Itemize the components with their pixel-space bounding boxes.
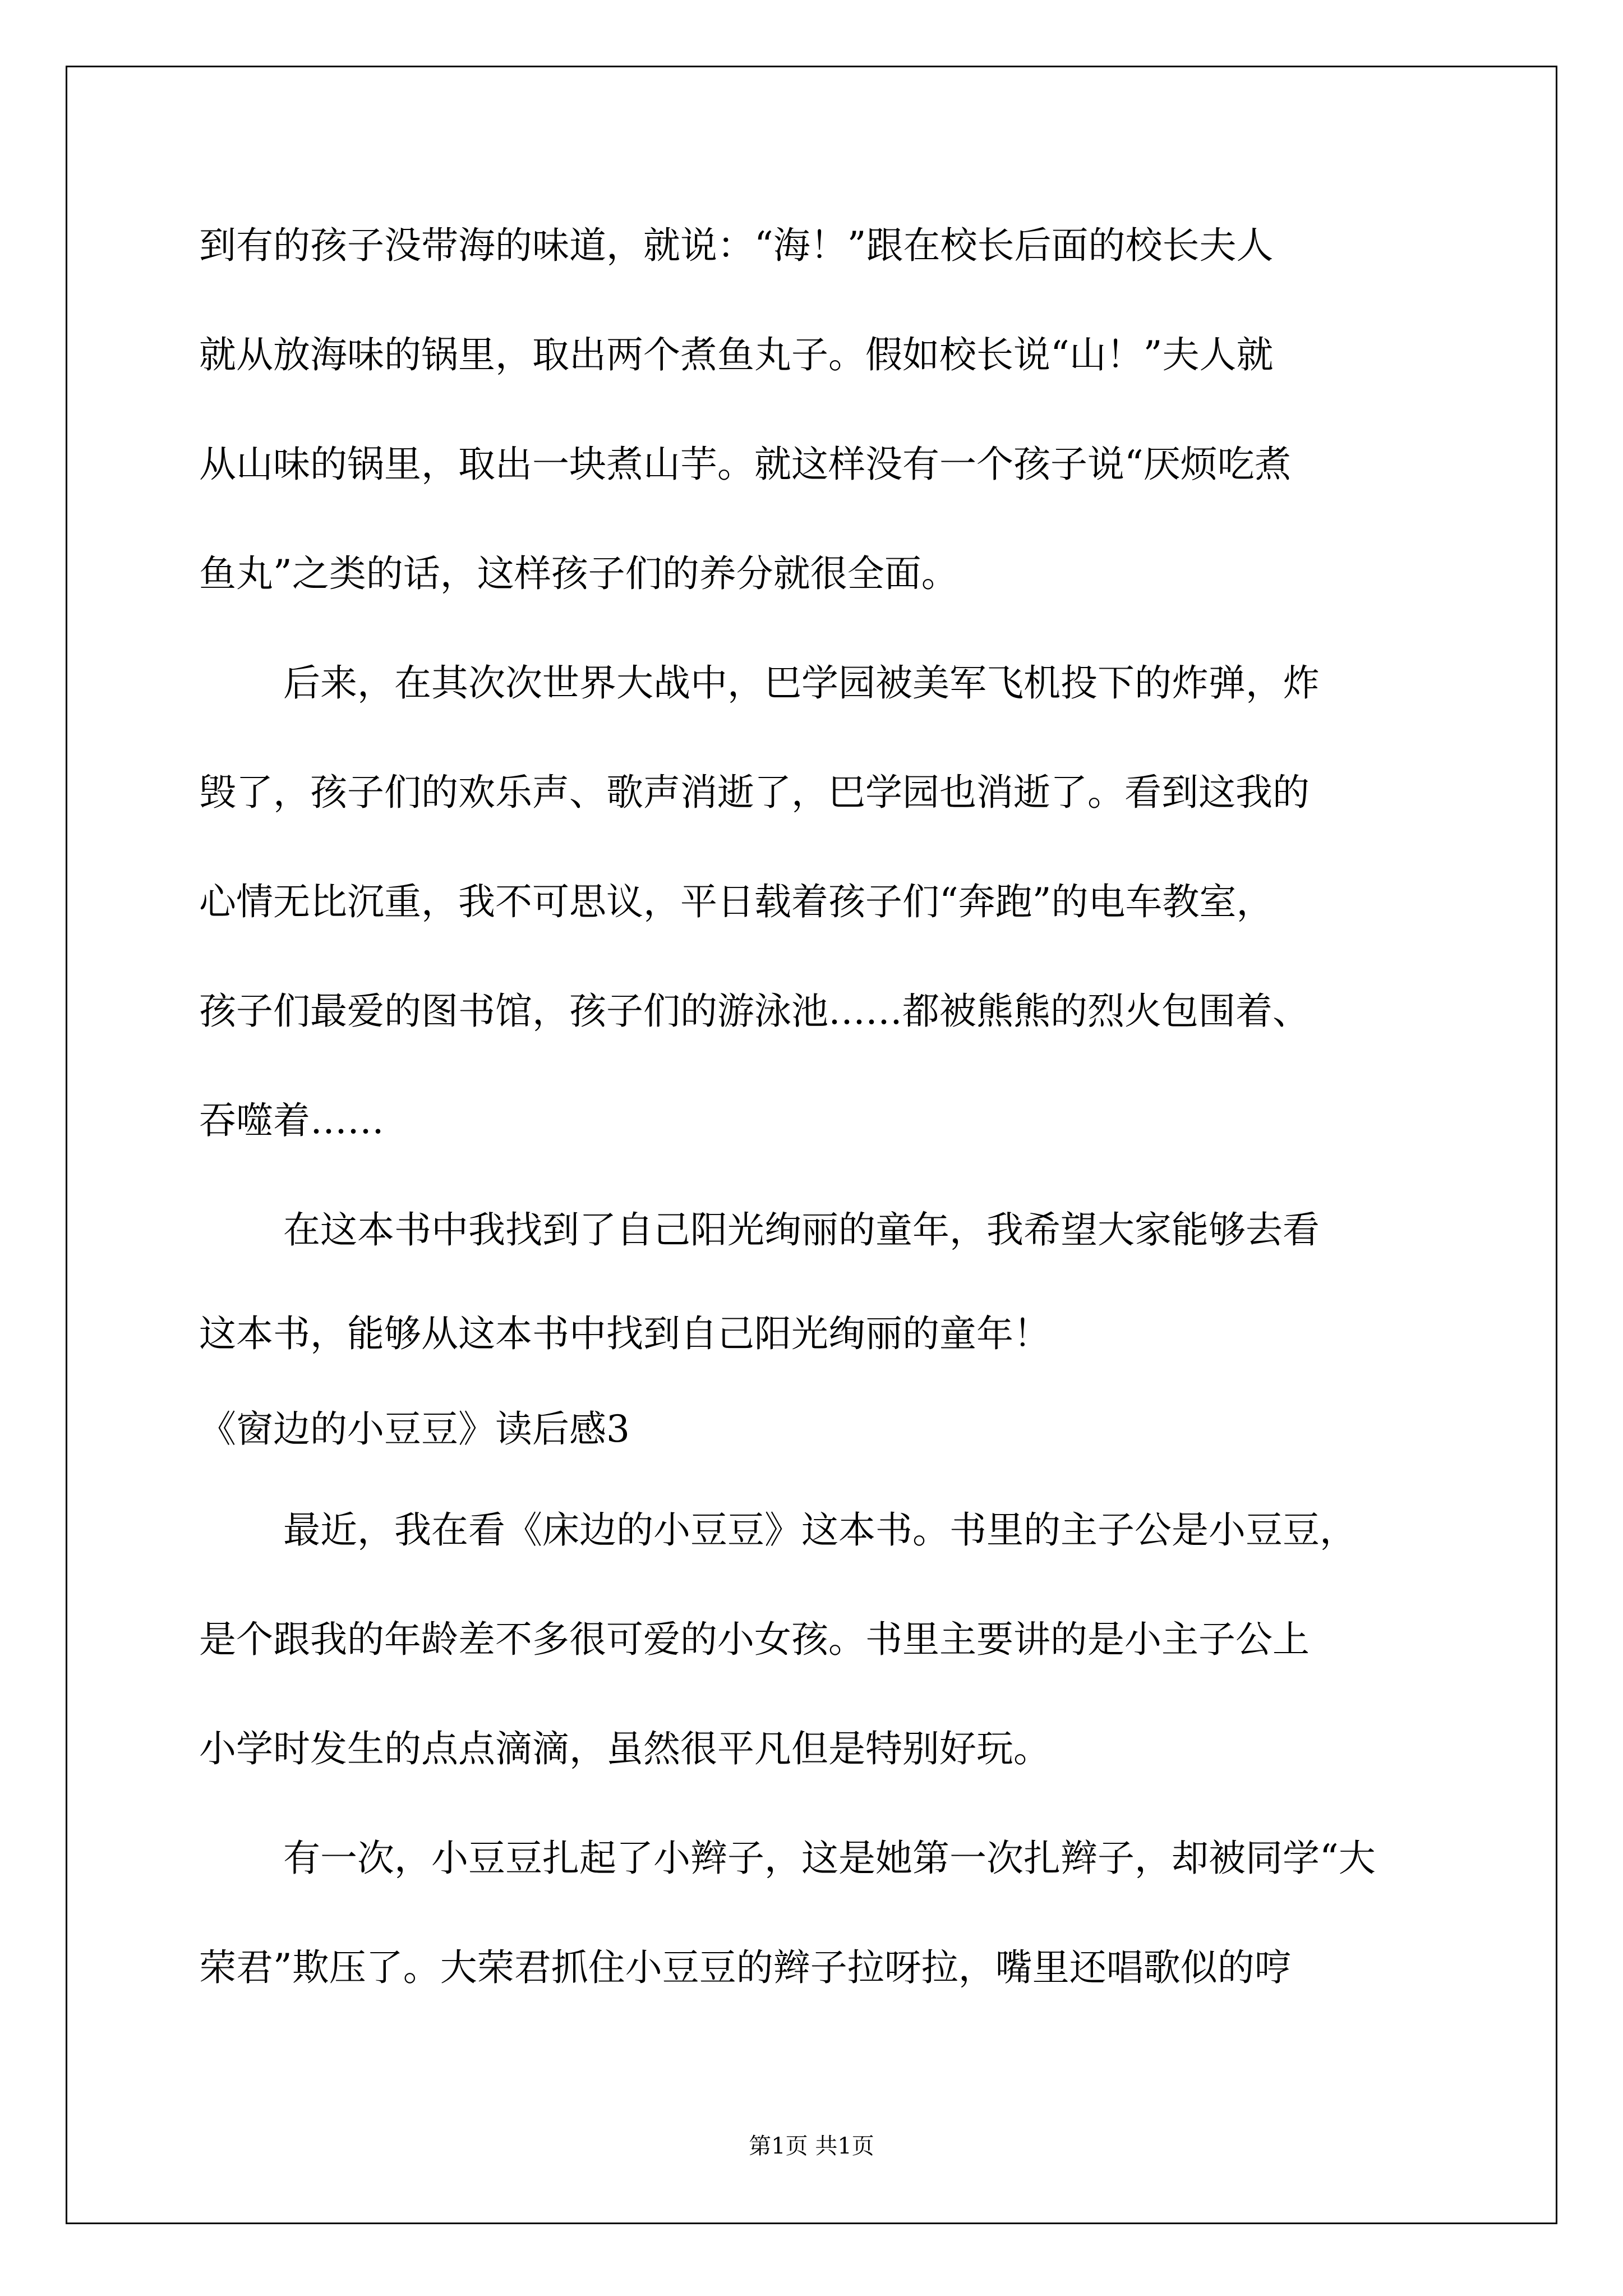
text-line: 到有的孩子没带海的味道，就说：“海！”跟在校长后面的校长夫人: [199, 224, 1274, 267]
text-line: 从山味的锅里，取出一块煮山芋。就这样没有一个孩子说“厌烦吃煮: [199, 443, 1292, 486]
paragraph-first-line: 有一次，小豆豆扎起了小辫子，这是她第一次扎辫子，却被同学“大: [283, 1837, 1376, 1880]
section-heading: 《窗边的小豆豆》读后感3: [199, 1407, 630, 1451]
paragraph-first-line: 后来，在其次次世界大战中，巴学园被美军飞机投下的炸弹，炸: [283, 661, 1320, 705]
page-footer: 第1页 共1页: [749, 2133, 874, 2159]
text-line: 心情无比沉重，我不可思议，平日载着孩子们“奔跑”的电车教室，: [199, 880, 1274, 923]
text-line: 就从放海味的锅里，取出两个煮鱼丸子。假如校长说“山！”夫人就: [199, 333, 1274, 376]
text-line: 孩子们最爱的图书馆，孩子们的游泳池……都被熊熊的烈火包围着、: [199, 990, 1310, 1033]
text-line: 是个跟我的年龄差不多很可爱的小女孩。书里主要讲的是小主子公上: [199, 1618, 1310, 1661]
text-line: 毁了，孩子们的欢乐声、歌声消逝了，巴学园也消逝了。看到这我的: [199, 771, 1310, 814]
paragraph-first-line: 最近，我在看《床边的小豆豆》这本书。书里的主子公是小豆豆，: [283, 1508, 1357, 1552]
text-line: 鱼丸”之类的话，这样孩子们的养分就很全面。: [199, 552, 958, 595]
text-line: 吞噬着……: [199, 1099, 384, 1142]
text-line: 这本书，能够从这本书中找到自己阳光绚丽的童年！: [199, 1312, 1050, 1355]
text-line: 小学时发生的点点滴滴，虽然很平凡但是特别好玩。: [199, 1727, 1050, 1770]
text-line: 荣君”欺压了。大荣君抓住小豆豆的辫子拉呀拉，嘴里还唱歌似的哼: [199, 1946, 1292, 1989]
paragraph-first-line: 在这本书中我找到了自己阳光绚丽的童年，我希望大家能够去看: [283, 1208, 1320, 1251]
page-border: [66, 66, 1557, 2224]
